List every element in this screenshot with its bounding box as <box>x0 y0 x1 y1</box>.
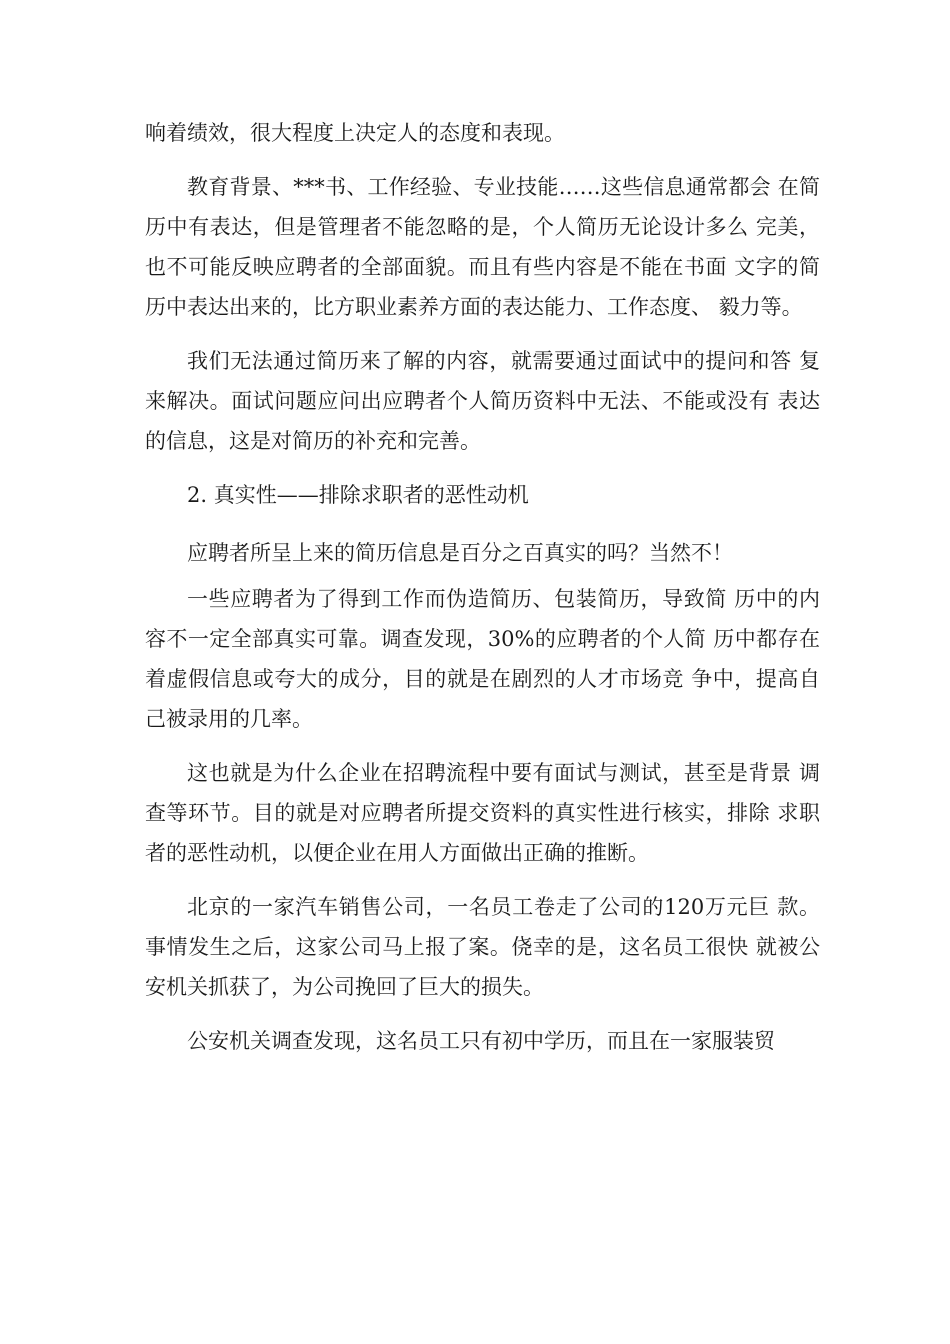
paragraph-2: 教育背景、***书、工作经验、专业技能……这些信息通常都会 在简历中有表达，但是管理者不能忽略的是，个人简历无论设计多么 完美，也不可能反映应聘者的全部面貌。而且有些内容是不能在书面 文字的简历中表达出来的，比方职业素养方面的表达能力、工作态度、 毅力等。 <box>145 175 820 319</box>
paragraph-8: 公安机关调查发现，这名员工只有初中学历，而且在一家服装贸 <box>187 1029 775 1053</box>
paragraph-5: 一些应聘者为了得到工作而伪造简历、包装简历，导致简 历中的内容不一定全部真实可靠。调查发现，30%的应聘者的个人简 历中都存在着虚假信息或夸大的成分，目的就是在剧烈的人才市场竞 争中，提高自己被录用的几率。 <box>145 587 820 731</box>
paragraph-1: 响着绩效，很大程度上决定人的态度和表现。 <box>145 121 565 145</box>
paragraph-3: 我们无法通过简历来了解的内容，就需要通过面试中的提问和答 复来解决。面试问题应问出应聘者个人简历资料中无法、不能或没有 表达的信息，这是对简历的补充和完善。 <box>145 349 820 453</box>
paragraph-6: 这也就是为什么企业在招聘流程中要有面试与测试，甚至是背景 调查等环节。目的就是对应聘者所提交资料的真实性进行核实，排除 求职者的恶性动机，以便企业在用人方面做出正确的推断。 <box>145 761 820 865</box>
document-body <box>145 113 820 1075</box>
section-heading: 2. 真实性——排除求职者的恶性动机 <box>187 483 529 507</box>
paragraph-4: 应聘者所呈上来的简历信息是百分之百真实的吗？当然不！ <box>187 541 733 565</box>
paragraph-7: 北京的一家汽车销售公司，一名员工卷走了公司的120万元巨 款。事情发生之后，这家公司马上报了案。侥幸的是，这名员工很快 就被公安机关抓获了，为公司挽回了巨大的损失。 <box>145 895 820 999</box>
